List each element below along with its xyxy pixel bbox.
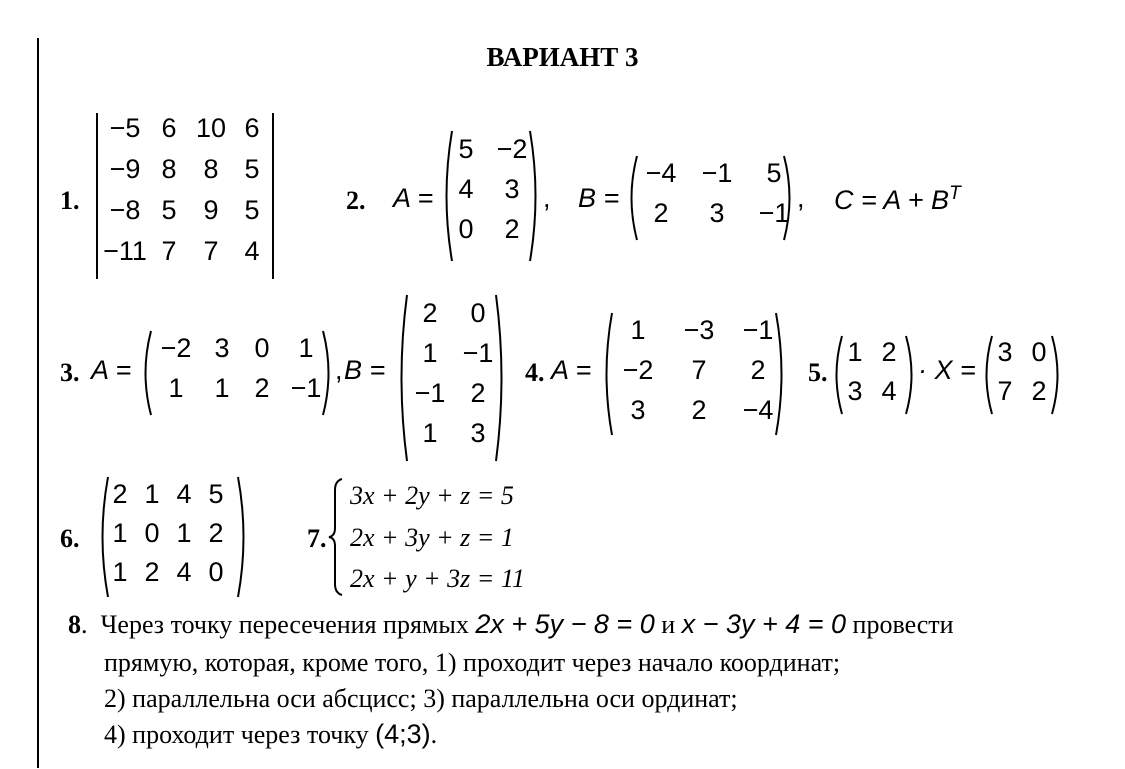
p2-c-expression: $C = A + B^T$ bbox=[834, 183, 961, 215]
p5-x-label: · X = bbox=[918, 355, 976, 385]
matrix-p2-a bbox=[448, 134, 540, 254]
matrix-p2-b bbox=[633, 158, 803, 238]
matrix-cell: 4 bbox=[244, 236, 260, 266]
matrix-cell: 1 bbox=[630, 315, 646, 345]
matrix-cell: 0 bbox=[144, 518, 160, 548]
problem-5-number: 5. bbox=[808, 358, 828, 387]
problem-8-line-4: 4) проходит через точку (4;3). bbox=[104, 719, 438, 749]
matrix-cell: 1 bbox=[144, 479, 160, 509]
problem-8-line-2: прямую, которая, кроме того, 1) проходит через начало координат; bbox=[104, 648, 841, 677]
matrix-cell: 3 bbox=[997, 337, 1013, 367]
matrix-p5-right bbox=[988, 337, 1056, 415]
matrix-cell: 6 bbox=[161, 113, 177, 143]
matrix-cell: −11 bbox=[103, 236, 147, 266]
p3-b-right-paren bbox=[494, 294, 508, 462]
matrix-cell: 1 bbox=[112, 518, 128, 548]
matrix-cell: 0 bbox=[1031, 337, 1047, 367]
matrix-p4-a bbox=[608, 315, 786, 435]
p5-r-right-paren bbox=[1050, 335, 1064, 415]
p3-a-label: A = bbox=[91, 355, 132, 385]
determinant-1 bbox=[100, 113, 270, 277]
matrix-cell: 1 bbox=[112, 557, 128, 587]
matrix-cell: −1 bbox=[701, 158, 733, 188]
equation-line-1: 2x + 5y − 8 = 0 bbox=[475, 609, 655, 639]
margin-line bbox=[37, 38, 39, 768]
matrix-cell: 5 bbox=[208, 479, 224, 509]
matrix-cell: 3 bbox=[470, 418, 486, 448]
problem-8-line-3: 2) параллельна оси абсцисс; 3) параллельна оси ординат; bbox=[104, 684, 738, 713]
comma: , bbox=[543, 183, 551, 213]
point-coordinates: (4;3) bbox=[375, 719, 431, 749]
matrix-cell: 1 bbox=[176, 518, 192, 548]
matrix-cell: 8 bbox=[203, 154, 219, 184]
p3-a-right-paren bbox=[321, 330, 335, 416]
p2-a-right-paren bbox=[528, 130, 542, 262]
matrix-cell: 2 bbox=[881, 337, 897, 367]
problem-2-number: 2. bbox=[346, 186, 366, 215]
equation-3: 2x + y + 3z = 11 bbox=[350, 564, 525, 593]
matrix-cell: 2 bbox=[422, 298, 438, 328]
problem-8-line-1: 8. Через точку пересечения прямых 2x + 5y − 8 = 0 и x − 3y + 4 = 0 провести bbox=[68, 609, 954, 639]
p2-a-label: A = bbox=[393, 183, 434, 213]
matrix-cell: −5 bbox=[109, 113, 141, 143]
matrix-cell: 7 bbox=[203, 236, 219, 266]
matrix-cell: 2 bbox=[653, 198, 669, 228]
matrix-cell: 2 bbox=[112, 479, 128, 509]
matrix-cell: −9 bbox=[109, 154, 141, 184]
matrix-cell: −4 bbox=[742, 395, 774, 425]
matrix-cell: 5 bbox=[458, 134, 474, 164]
problem-3-number: 3. bbox=[60, 358, 80, 387]
matrix-cell: −2 bbox=[622, 355, 654, 385]
matrix-cell: −1 bbox=[414, 378, 446, 408]
comma: , bbox=[335, 355, 343, 385]
matrix-cell: 2 bbox=[750, 355, 766, 385]
problem-4-number: 4. bbox=[525, 358, 545, 387]
matrix-cell: 2 bbox=[470, 378, 486, 408]
matrix-cell: 4 bbox=[881, 376, 897, 406]
matrix-cell: 0 bbox=[254, 333, 270, 363]
matrix-cell: −1 bbox=[290, 373, 322, 403]
system-brace bbox=[328, 478, 346, 596]
matrix-cell: −8 bbox=[109, 195, 141, 225]
p4-a-right-paren bbox=[774, 312, 788, 436]
matrix-cell: 1 bbox=[422, 418, 438, 448]
matrix-cell: 8 bbox=[161, 154, 177, 184]
problem-6-number: 6. bbox=[60, 524, 80, 553]
matrix-cell: 6 bbox=[244, 113, 260, 143]
matrix-cell: 2 bbox=[144, 557, 160, 587]
p2-b-label: B = bbox=[578, 183, 620, 213]
p6-right-paren bbox=[236, 476, 250, 598]
p2-b-right-paren bbox=[782, 155, 796, 241]
matrix-cell: 5 bbox=[766, 158, 782, 188]
matrix-cell: 1 bbox=[214, 373, 230, 403]
matrix-cell: 5 bbox=[161, 195, 177, 225]
matrix-cell: 1 bbox=[422, 338, 438, 368]
problem-1-number: 1. bbox=[60, 186, 80, 215]
matrix-cell: −1 bbox=[758, 198, 790, 228]
problem-8-number: 8 bbox=[68, 610, 81, 639]
matrix-cell: 3 bbox=[847, 376, 863, 406]
matrix-cell: 2 bbox=[208, 518, 224, 548]
p4-a-label: A = bbox=[551, 355, 592, 385]
det-right-bar bbox=[272, 113, 274, 279]
p5-m-right-paren bbox=[904, 335, 918, 415]
equation-line-2: x − 3y + 4 = 0 bbox=[681, 609, 847, 639]
matrix-cell: −4 bbox=[645, 158, 677, 188]
matrix-cell: 3 bbox=[709, 198, 725, 228]
equation-1: 3x + 2y + z = 5 bbox=[350, 481, 514, 510]
matrix-cell: 3 bbox=[214, 333, 230, 363]
matrix-cell: 0 bbox=[208, 557, 224, 587]
det-left-bar bbox=[96, 113, 98, 279]
matrix-cell: 0 bbox=[458, 214, 474, 244]
matrix-p6 bbox=[104, 479, 232, 596]
matrix-p3-a bbox=[150, 333, 330, 413]
matrix-cell: 2 bbox=[1031, 376, 1047, 406]
matrix-cell: −1 bbox=[462, 338, 494, 368]
matrix-p5-left bbox=[838, 337, 906, 415]
matrix-cell: 7 bbox=[161, 236, 177, 266]
matrix-cell: −2 bbox=[496, 134, 528, 164]
matrix-cell: 3 bbox=[630, 395, 646, 425]
matrix-cell: 2 bbox=[504, 214, 520, 244]
matrix-cell: 1 bbox=[847, 337, 863, 367]
matrix-p3-b bbox=[404, 298, 500, 458]
matrix-cell: 7 bbox=[997, 376, 1013, 406]
matrix-cell: 4 bbox=[176, 557, 192, 587]
matrix-cell: −1 bbox=[742, 315, 774, 345]
matrix-cell: 4 bbox=[176, 479, 192, 509]
matrix-cell: 4 bbox=[458, 174, 474, 204]
matrix-cell: 9 bbox=[203, 195, 219, 225]
matrix-cell: 0 bbox=[470, 298, 486, 328]
matrix-cell: 1 bbox=[168, 373, 184, 403]
matrix-cell: 10 bbox=[195, 113, 227, 143]
matrix-cell: 7 bbox=[691, 355, 707, 385]
matrix-cell: 2 bbox=[691, 395, 707, 425]
matrix-cell: 2 bbox=[254, 373, 270, 403]
matrix-cell: 1 bbox=[298, 333, 314, 363]
page-title: ВАРИАНТ 3 bbox=[486, 42, 639, 72]
comma: , bbox=[797, 183, 805, 213]
matrix-cell: 3 bbox=[504, 174, 520, 204]
equation-2: 2x + 3y + z = 1 bbox=[350, 523, 514, 552]
p3-b-label: B = bbox=[344, 355, 386, 385]
matrix-cell: −2 bbox=[160, 333, 192, 363]
matrix-cell: −3 bbox=[683, 315, 715, 345]
problem-7-number: 7. bbox=[307, 524, 327, 553]
matrix-cell: 5 bbox=[244, 195, 260, 225]
matrix-cell: 5 bbox=[244, 154, 260, 184]
